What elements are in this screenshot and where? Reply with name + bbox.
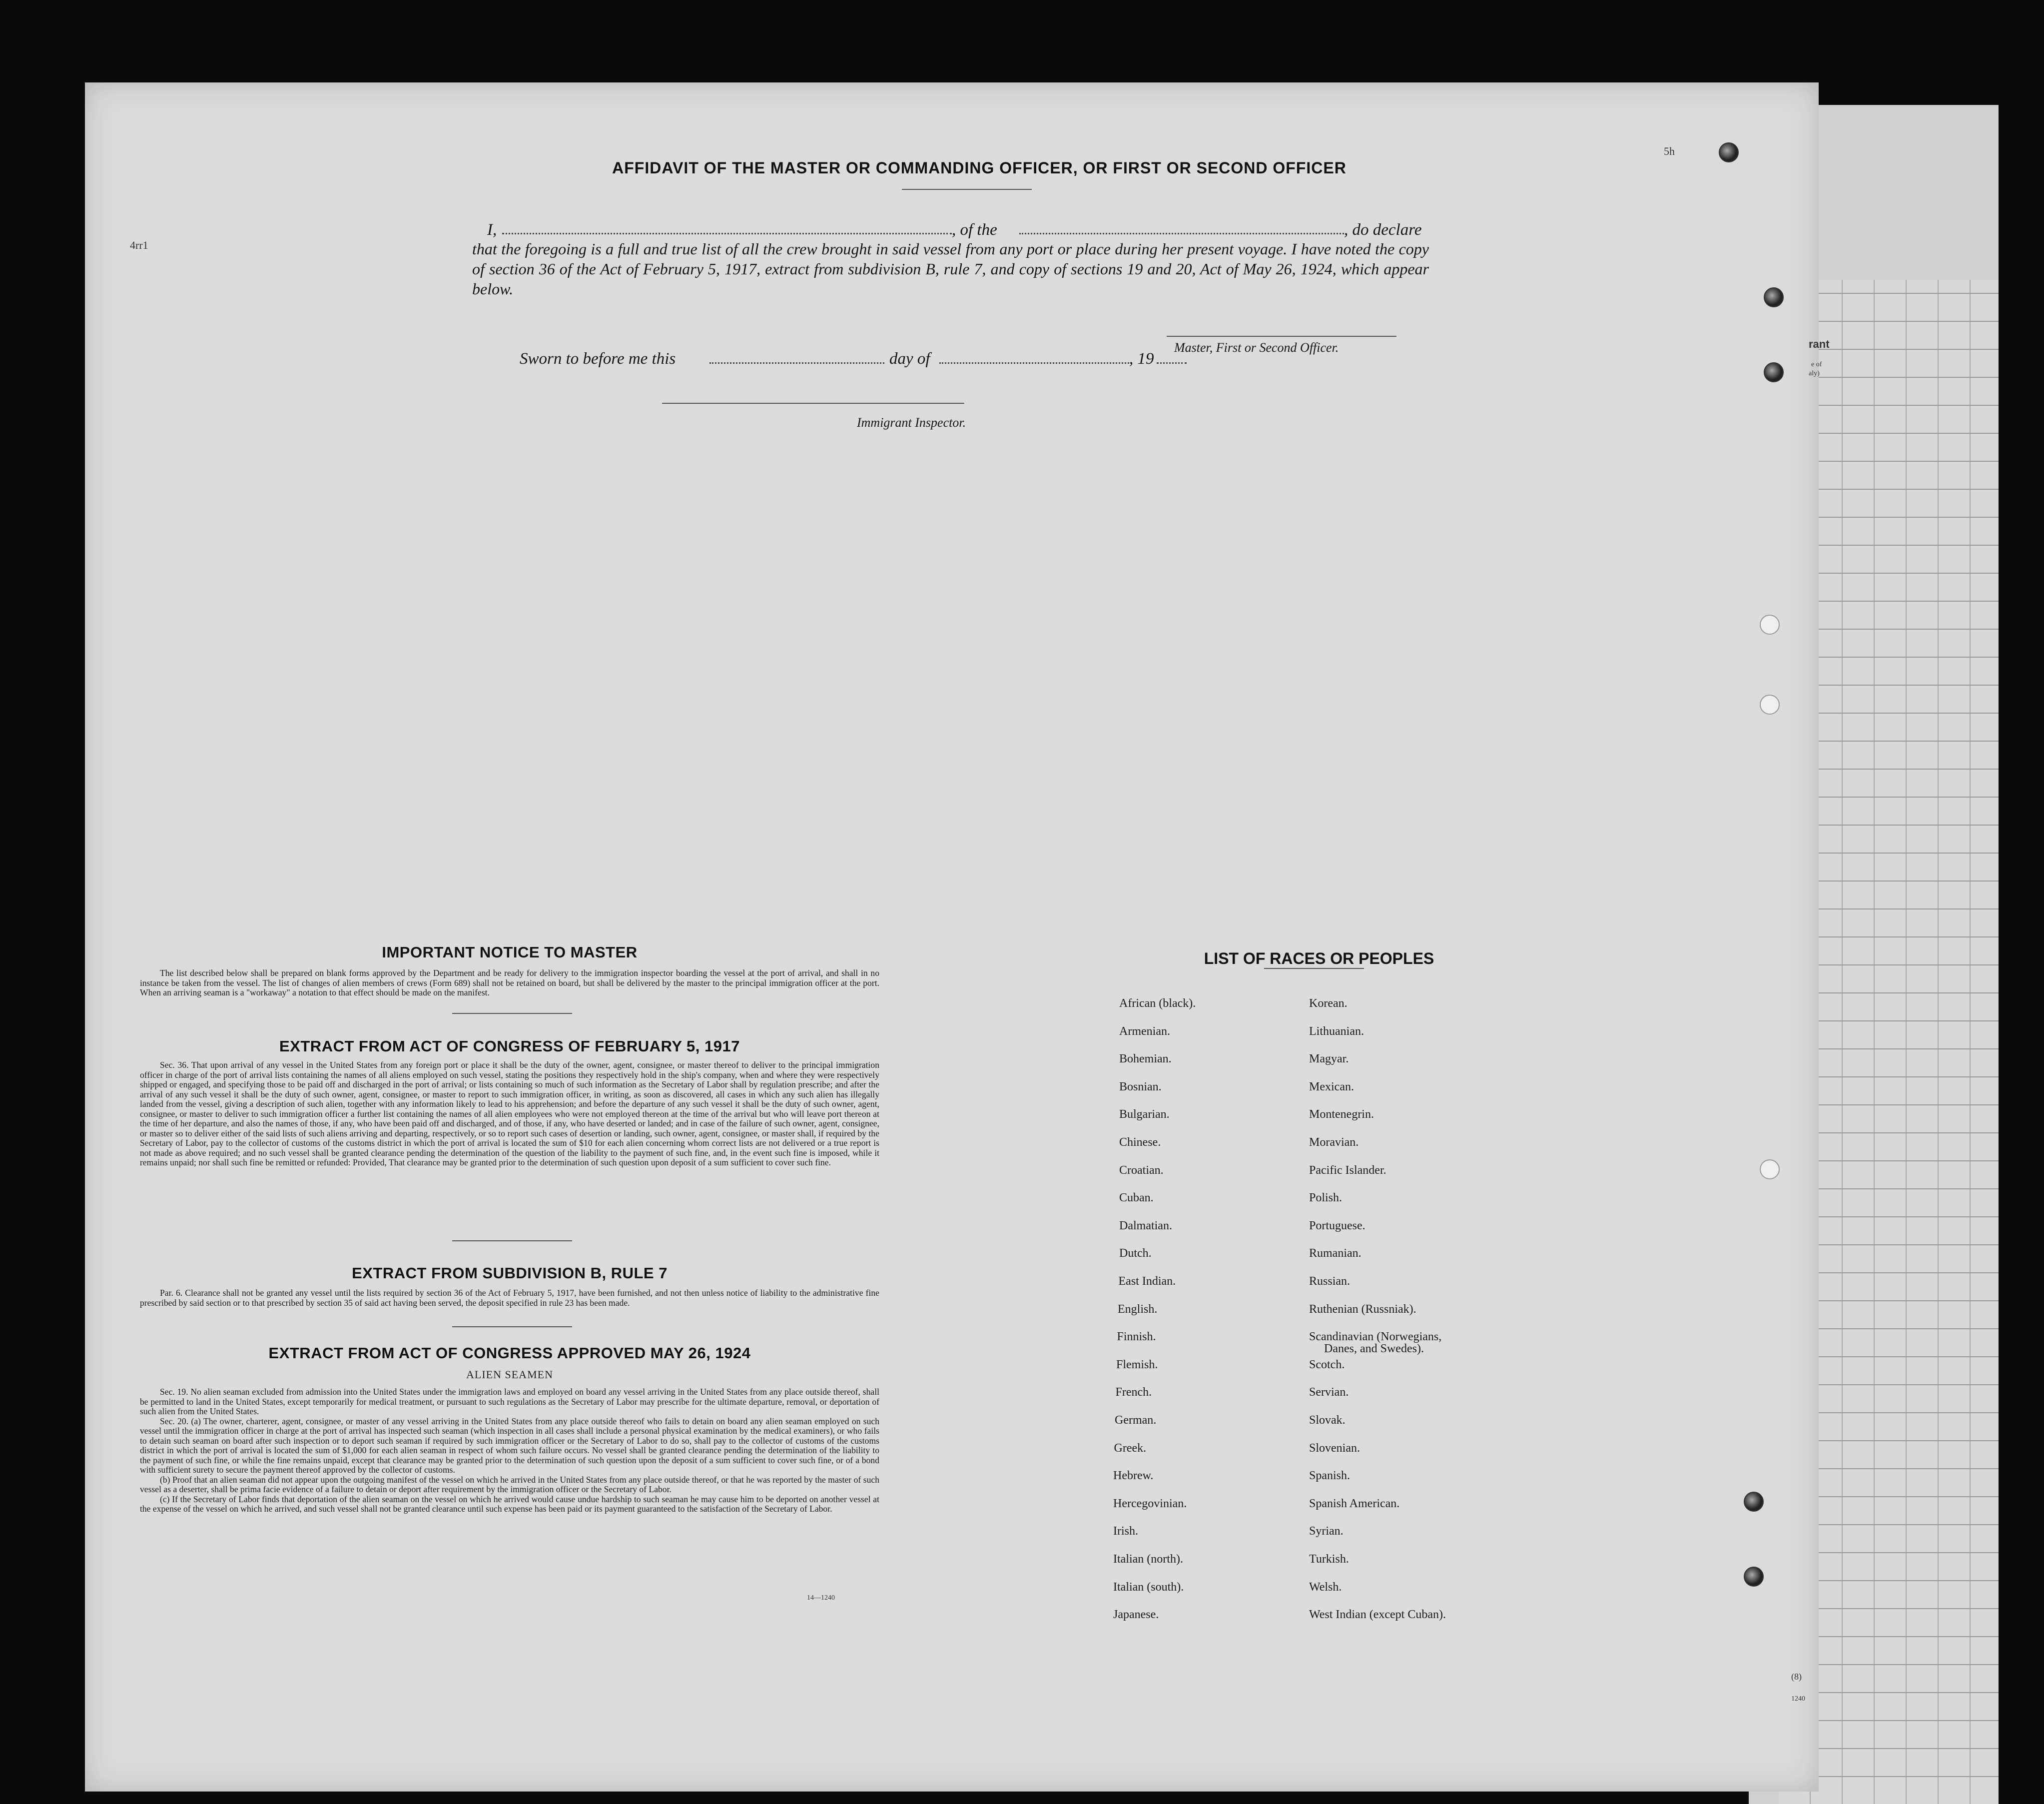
race-item: Bulgarian.	[1119, 1108, 1170, 1121]
binder-hole	[1744, 1567, 1764, 1587]
declarant-label: I,	[487, 221, 497, 239]
sworn-prefix: Sworn to before me this	[520, 350, 676, 368]
sworn-year-field	[1157, 362, 1187, 364]
race-item: Scotch.	[1309, 1358, 1345, 1371]
divider	[452, 1326, 572, 1327]
race-item: Italian (north).	[1113, 1553, 1183, 1566]
sworn-year: , 19	[1129, 350, 1154, 368]
edge-text: 1240	[1791, 1695, 1805, 1703]
race-item: Mexican.	[1309, 1080, 1354, 1093]
race-item: English.	[1118, 1302, 1158, 1316]
section-19: Sec. 19. No alien seaman excluded from admission into the United States under the immigration laws and employed on board any vessel arriving in the United States from any place outside thereof, shall be permitted to land in the United States, except temporarily for medical treatment, or pursuant to such regulations as the Secretary of Labor may prescribe for the ultimate departure, removal, or deportation of such alien from the United States.	[140, 1387, 879, 1416]
race-item: Greek.	[1114, 1441, 1147, 1455]
race-item: Croatian.	[1119, 1163, 1164, 1177]
race-item: Lithuanian.	[1309, 1024, 1364, 1038]
race-item: Hebrew.	[1113, 1469, 1154, 1483]
form-number: 14—1240	[807, 1594, 835, 1602]
section-20c: (c) If the Secretary of Labor finds that deportation of the alien seaman on the vessel on which he arrived would cause undue hardship to such seaman he may cause him to be deported on another vessel at the expense of the vessel on which he arrived, and such vessel shall not be granted clearance until such expense has been paid or its payment guaranteed to the satisfaction of the Secretary of Labor.	[140, 1494, 879, 1514]
race-item: West Indian (except Cuban).	[1309, 1608, 1446, 1622]
race-item: East Indian.	[1118, 1275, 1176, 1288]
race-item: German.	[1115, 1414, 1157, 1427]
margin-scribble: 4rr1	[130, 239, 148, 251]
races-title-underline	[1264, 968, 1364, 969]
extract-1924-body	[140, 1387, 879, 1514]
divider	[452, 1240, 572, 1241]
of-the-label: , of the	[952, 221, 997, 239]
binder-hole	[1719, 142, 1739, 162]
race-item: Turkish.	[1309, 1553, 1349, 1566]
race-item: Magyar.	[1309, 1052, 1349, 1066]
binder-hole	[1760, 1159, 1780, 1179]
race-item-continuation: Danes, and Swedes).	[1324, 1342, 1424, 1356]
section-20a: Sec. 20. (a) The owner, charterer, agent, consignee, or master of any vessel arriving in the United States from any place outside thereof who fails to detain on board any alien seaman employed on such vessel until the immigration officer in charge at the port of arrival has inspected such seaman (which inspection in all cases shall include a personal physical examination by the medical examiners), or who fails to detain such seaman on board after such inspection or to deport such seaman if required by such immigration officer or the Secretary of Labor to do so, shall pay to the collector of customs of the customs district in which the port of arrival is located the sum of $1,000 for each alien seaman in respect of whom such failure occurs. No vessel shall be granted clearance pending the determination of the liability to the payment of such fine, or while the fine remains unpaid, except that clearance may be granted prior to the determination of such question upon the deposit of a sum sufficient to cover such fine, or of a bond with sufficient surety to secure the payment thereof approved by the collector of customs.	[140, 1416, 879, 1475]
race-item: Armenian.	[1119, 1024, 1170, 1038]
rule7-body: Par. 6. Clearance shall not be granted any vessel until the lists required by section 36 of the Act of February 5, 1917, have been furnished, and not then unless notice of liability to the administrative fine prescribed by said section or to that prescribed by section 35 of said act having been served, the deposit specified in rule 23 has been made.	[140, 1288, 879, 1308]
race-item: Irish.	[1113, 1525, 1138, 1538]
race-item: Moravian.	[1309, 1136, 1359, 1149]
title-underline	[902, 189, 1032, 190]
notice-title: IMPORTANT NOTICE TO MASTER	[382, 943, 638, 961]
race-item: Bohemian.	[1119, 1052, 1172, 1066]
race-item: African (black).	[1119, 997, 1196, 1010]
race-item: Syrian.	[1309, 1525, 1344, 1538]
alien-seamen-subtitle: ALIEN SEAMEN	[466, 1368, 553, 1381]
race-item: Korean.	[1309, 997, 1348, 1010]
rule7-title: EXTRACT FROM SUBDIVISION B, RULE 7	[352, 1264, 668, 1282]
race-item: Montenegrin.	[1309, 1108, 1374, 1121]
race-item: Cuban.	[1119, 1191, 1154, 1205]
binder-hole	[1764, 362, 1784, 382]
race-item: Bosnian.	[1119, 1080, 1162, 1093]
signature-caption: Master, First or Second Officer.	[1174, 340, 1339, 355]
edge-text: aly)	[1809, 370, 1820, 377]
affidavit-title: AFFIDAVIT OF THE MASTER OR COMMANDING OFFICER, OR FIRST OR SECOND OFFICER	[612, 159, 1347, 177]
race-item: Slovenian.	[1309, 1441, 1360, 1455]
sworn-day-of: day of	[889, 350, 930, 368]
manifest-page	[85, 82, 1819, 1792]
binder-hole	[1744, 1492, 1764, 1512]
binder-hole	[1760, 615, 1780, 635]
race-item: French.	[1115, 1386, 1152, 1399]
race-item: Flemish.	[1116, 1358, 1158, 1371]
race-item: Ruthenian (Russniak).	[1309, 1302, 1416, 1316]
race-item: Spanish American.	[1309, 1497, 1400, 1510]
extract-1917-body: Sec. 36. That upon arrival of any vessel in the United States from any foreign port or place it shall be the duty of the owner, agent, consignee, or master thereof to deliver to the principal immigration officer in charge of the port of arrival lists containing the names of all aliens employed on such vessel, stating the positions they respectively hold in the ship's company, when and where they were respectively shipped or engaged, and specifying those to be paid off and discharged in the port of arrival; or lists containing so much of such information as the Secretary of Labor shall by regulation prescribe; and after the arrival of any such vessel it shall be the duty of such owner, agent, consignee, or master to report to such immigration officer, in writing, as soon as discovered, all cases in which any such alien has illegally landed from the vessel, giving a description of such alien, together with any information likely to lead to his apprehension; and before the departure of any such vessel it shall be the duty of such owner, agent, consignee, or master to deliver to such immigration officer a further list containing the names of all alien employees who were not employed thereon at the time of the arrival but who will leave port thereon at the time of her departure, and also the names of those, if any, who have been paid off and discharged, and of those, if any, who have deserted or landed; and in case of the failure of such owner, agent, consignee, or master so to deliver either of the said lists of such aliens arriving and departing, respectively, or so to report such cases of desertion or landing, such owner, agent, consignee, or master shall, if required by the Secretary of Labor, pay to the collector of customs of the customs district in which the port of arrival is located the sum of $10 for each alien concerning whom correct lists are not delivered or a true report is not made as above required; and no such vessel shall be granted clearance pending the determination of the question of the liability to the payment of such fine, and, in the event such fine is imposed, while it remains unpaid; nor shall such fine be remitted or refunded: Provided, That clearance may be granted prior to the determination of such question upon deposit of a sum sufficient to cover such fine.	[140, 1060, 879, 1167]
edge-text: rant	[1809, 338, 1830, 350]
inspector-signature-line	[662, 403, 964, 404]
margin-mark: 5h	[1664, 145, 1675, 157]
section-20b: (b) Proof that an alien seaman did not appear upon the outgoing manifest of the vessel on which he arrived in the United States from any place outside thereof, or that he was reported by the master of such vessel as a deserter, shall be prima facie evidence of a failure to detain or deport after requirement by the immigration officer or the Secretary of Labor.	[140, 1474, 879, 1494]
race-item: Chinese.	[1119, 1136, 1161, 1149]
binder-hole	[1760, 695, 1780, 715]
race-item: Russian.	[1309, 1275, 1351, 1288]
race-item: Italian (south).	[1113, 1580, 1184, 1594]
extract-1924-title: EXTRACT FROM ACT OF CONGRESS APPROVED MAY 26, 1924	[268, 1344, 751, 1362]
notice-body: The list described below shall be prepared on blank forms approved by the Department and be ready for delivery to the immigration inspector boarding the vessel at the port of arrival, and shall in no instance be taken from the vessel. The list of changes of alien members of crews (Form 689) shall not be retained on board, but shall be delivered by the master to the principal immigration officer at the port. When an arriving seaman is a "workaway" a notation to that effect should be made on the manifest.	[140, 968, 879, 997]
race-item: Slovak.	[1309, 1414, 1346, 1427]
race-item: Dalmatian.	[1119, 1219, 1172, 1232]
race-item: Portuguese.	[1309, 1219, 1365, 1232]
races-title: LIST OF RACES OR PEOPLES	[1204, 949, 1434, 967]
divider	[452, 1013, 572, 1014]
race-item: Spanish.	[1309, 1469, 1351, 1483]
sworn-day-field	[709, 362, 884, 364]
do-declare-label: , do declare	[1344, 221, 1422, 239]
edge-text: (8)	[1791, 1672, 1802, 1682]
race-item: Japanese.	[1113, 1608, 1159, 1622]
race-item: Scandinavian (Norwegians,	[1309, 1330, 1442, 1344]
race-item: Hercegovinian.	[1113, 1497, 1187, 1510]
declaration-text: that the foregoing is a full and true list of all the crew brought in said vessel from any port or place during her present voyage. I have noted the copy of section 36 of the Act of February 5, 1917, extract from subdivision B, rule 7, and copy of sections 19 and 20, Act of May 26, 1924, which appear below.	[472, 240, 1429, 298]
extract-1917-title: EXTRACT FROM ACT OF CONGRESS OF FEBRUARY 5, 1917	[279, 1037, 740, 1055]
race-item: Polish.	[1309, 1191, 1343, 1205]
race-item: Dutch.	[1119, 1247, 1152, 1260]
race-item: Pacific Islander.	[1309, 1163, 1386, 1177]
race-item: Welsh.	[1309, 1580, 1342, 1594]
race-item: Finnish.	[1117, 1330, 1156, 1344]
signature-line	[1167, 336, 1396, 337]
vessel-field	[1019, 233, 1344, 234]
inspector-caption: Immigrant Inspector.	[857, 415, 966, 430]
sworn-month-field	[939, 362, 1129, 364]
edge-text: e of	[1811, 361, 1822, 368]
race-item: Servian.	[1309, 1386, 1349, 1399]
race-item: Rumanian.	[1309, 1247, 1362, 1260]
declarant-name-field	[502, 233, 952, 234]
binder-hole	[1764, 287, 1784, 307]
